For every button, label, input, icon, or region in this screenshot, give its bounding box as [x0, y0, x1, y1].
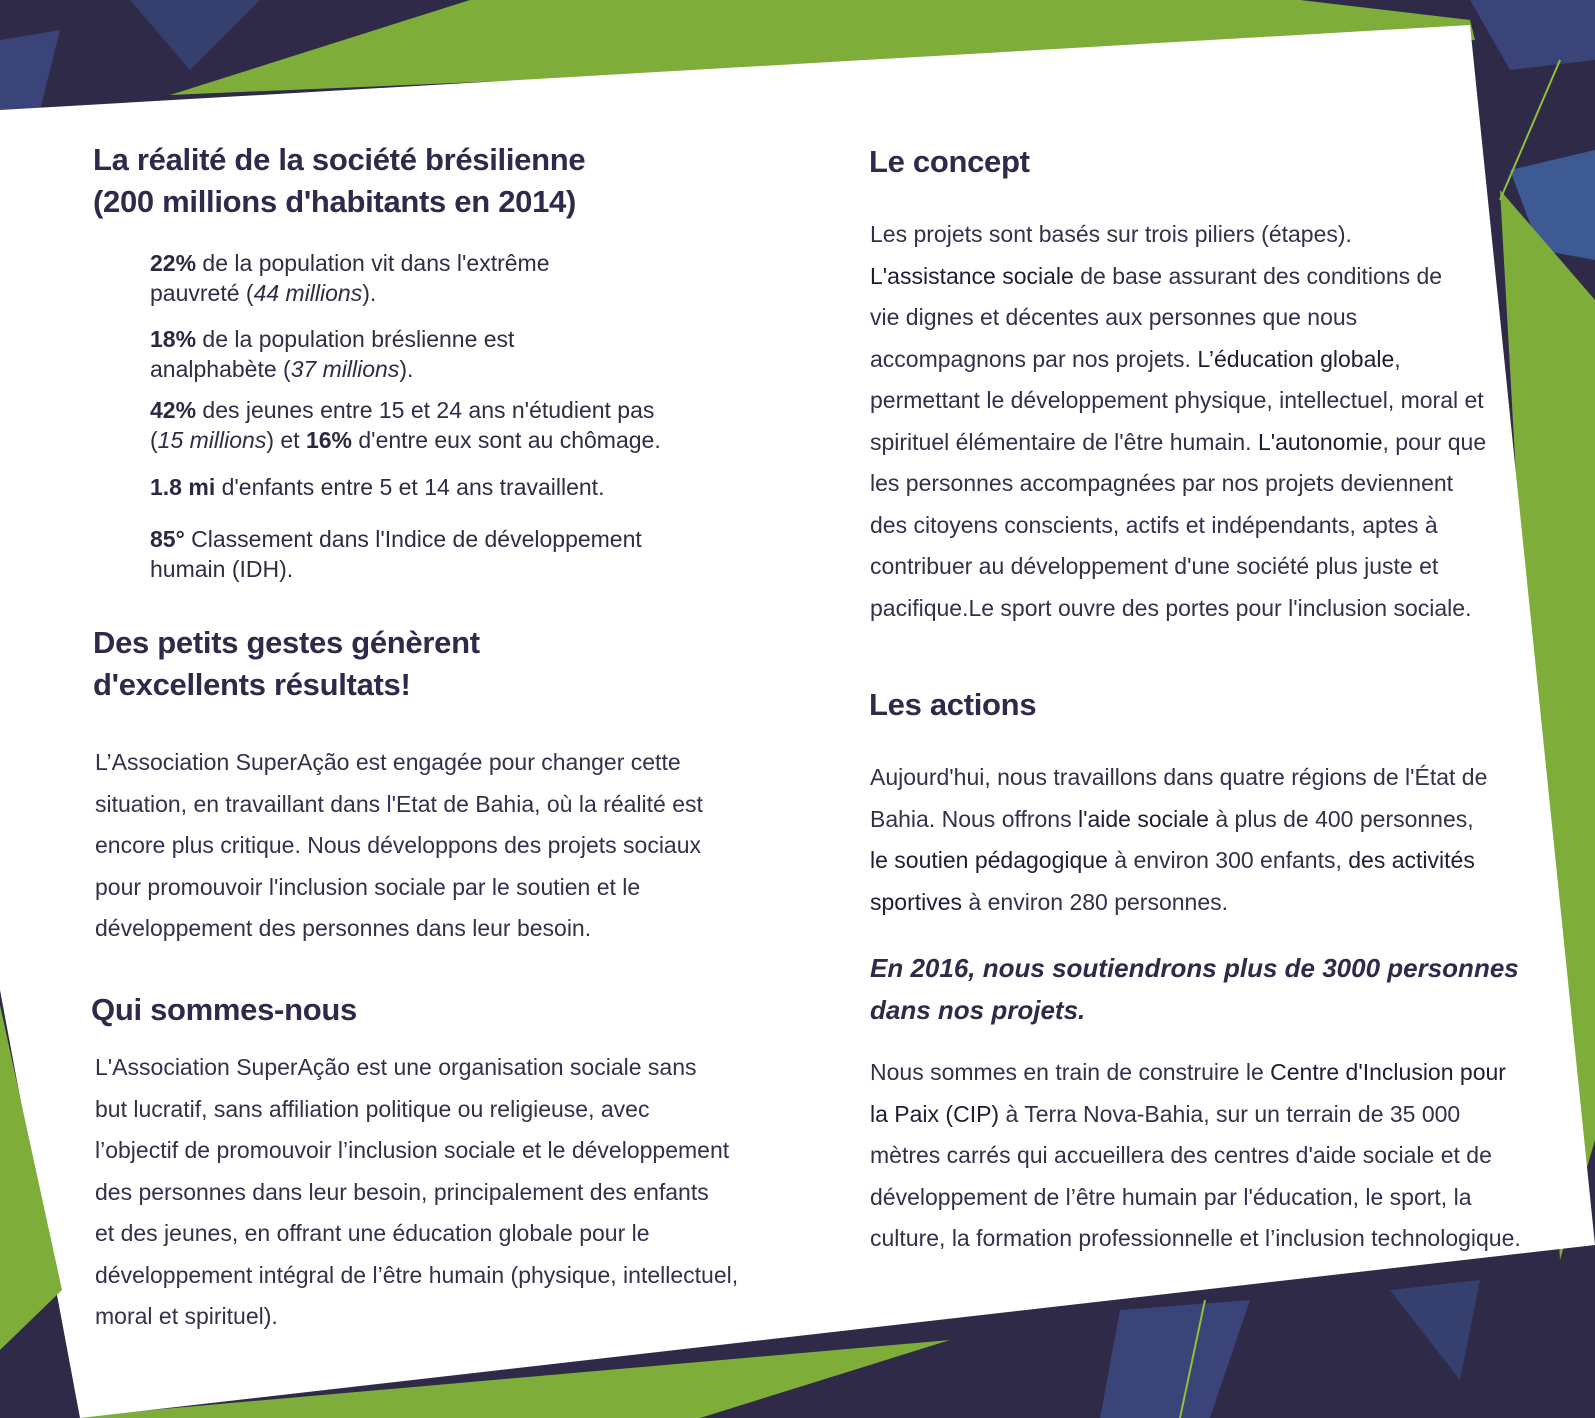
stat-poverty: 22% de la population vit dans l'extrême pauvreté (44 millions). [150, 250, 550, 306]
actions-keyword-pedagogic: le soutien pédagogique [870, 847, 1108, 873]
stat-child-labor-value: 1.8 mi [150, 474, 216, 500]
who-paragraph: L'Association SuperAção est une organisation sociale sans but lucratif, sans affiliation politique ou religieuse, avec l’objectif de promouvoir l’inclusion sociale et le développement des personnes dans leur besoin, principalement des enfants et des jeunes, en offrant une éducation globale pour le développement intégral de l’être humain (physique, intellectuel, moral et spirituel). [95, 1054, 739, 1329]
reality-title-line1: La réalité de la société brésilienne [93, 142, 586, 177]
gestures-title [93, 622, 480, 706]
stat-hdi-value: 85° [150, 526, 185, 552]
concept-title: Le concept [869, 144, 1030, 179]
gestures-title-line1: Des petits gestes génèrent [93, 625, 480, 660]
stat-illiteracy-value: 18% [150, 326, 197, 352]
cip-paragraph: Nous sommes en train de construire le Centre d'Inclusion pour la Paix (CIP) à Terra Nova-Bahia, sur un terrain de 35 000 mètres carrés qui accueillera des centres d'aide sociale et de développement de l’être humain par l'éducation, le sport, la culture, la formation professionnelle et l’inclusion technologique. [870, 1059, 1521, 1251]
highlight-2016: En 2016, nous soutiendrons plus de 3000 personnes dans nos projets. [870, 953, 1519, 1025]
stat-unemployment-value: 16% [305, 427, 352, 453]
concept-keyword-assistance: L'assistance sociale [870, 262, 1074, 289]
concept-paragraph: Les projets sont basés sur trois piliers (étapes). L'assistance sociale de base assurant des conditions de vie dignes et décentes aux personnes que nous accompagnons par nos projets. L’éducation globale, permettant le développement physique, intellectuel, moral et spirituel élémentaire de l'être humain. L'autonomie, pour que les personnes accompagnées par nos projets deviennent des citoyens conscients, actifs et indépendants, aptes à contribuer au développement d'une société plus juste et pacifique.Le sport ouvre des portes pour l'inclusion sociale. [870, 221, 1487, 621]
gestures-paragraph: L’Association SuperAção est engagée pour changer cette situation, en travaillant dans l'Etat de Bahia, où la réalité est encore plus critique. Nous développons des projets sociaux pour promouvoir l'inclusion sociale par le soutien et le développement des personnes dans leur besoin. [95, 749, 703, 941]
actions-title: Les actions [869, 687, 1037, 722]
who-title: Qui sommes-nous [91, 992, 357, 1027]
actions-keyword-sports: sportives [870, 888, 963, 915]
reality-title-line2: (200 millions d'habitants en 2014) [93, 184, 576, 219]
stat-youth-value: 42% [150, 397, 197, 423]
actions-paragraph: Aujourd'hui, nous travaillons dans quatre régions de l'État de Bahia. Nous offrons l'aide sociale à plus de 400 personnes, le soutien pédagogique à environ 300 enfants, des activités sportives à environ 280 personnes. [870, 764, 1488, 915]
concept-keyword-education: L’éducation globale [1197, 345, 1395, 372]
stat-illiteracy: 18% de la population bréslienne est analphabète (37 millions). [150, 326, 515, 382]
actions-keyword-social-aid: l'aide sociale [1077, 805, 1209, 832]
reality-title [93, 139, 585, 223]
stat-youth: 42% des jeunes entre 15 et 24 ans n'étudient pas (15 millions) et 16% d'entre eux sont au chômage. [150, 397, 661, 453]
cip-keyword-centre: Centre d'Inclusion pour [1270, 1059, 1506, 1085]
stat-hdi: 85° Classement dans l'Indice de développement humain (IDH). [150, 526, 642, 582]
stat-poverty-value: 22% [150, 250, 197, 276]
cip-keyword-paix: la Paix (CIP) [870, 1100, 1000, 1127]
gestures-title-line2: d'excellents résultats! [93, 667, 411, 702]
stat-child-labor: 1.8 mi d'enfants entre 5 et 14 ans travaillent. [150, 474, 605, 500]
concept-keyword-autonomy: L'autonomie [1257, 428, 1383, 455]
actions-keyword-activities: des activités [1348, 847, 1475, 873]
